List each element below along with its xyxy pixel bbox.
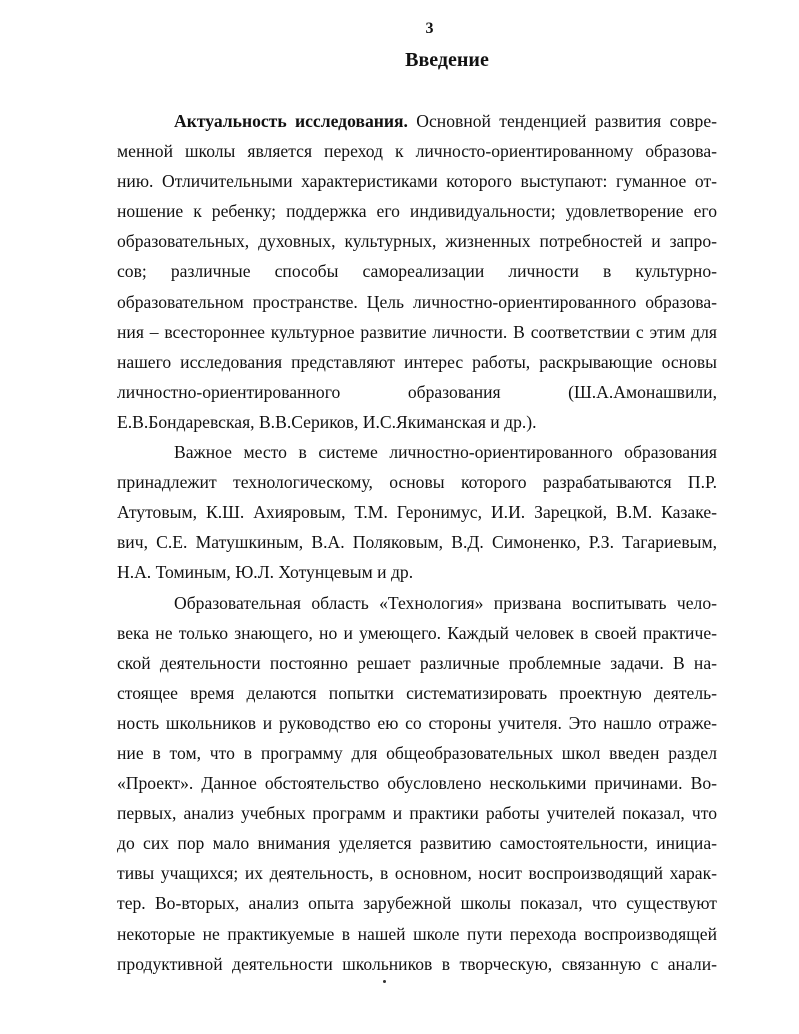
page-number: 3 — [425, 20, 434, 37]
text-line: ношение к ребенку; поддержка его индивидуальности; удовлетворение его — [117, 201, 717, 222]
text-line: ской деятельности постоянно решает различные проблемные задачи. В на- — [117, 652, 717, 673]
text-line: Н.А. Томиным, Ю.Л. Хотунцевым и др. — [117, 562, 414, 583]
text-span: Основной тенденцией развития совре- — [407, 111, 717, 131]
text-line: личностно-ориентированного образования (Ш.А.Амонашвили, — [117, 381, 717, 402]
text-line: тер. Во-вторых, анализ опыта зарубежной школы показал, что существуют — [117, 893, 717, 914]
text-line: вич, С.Е. Матушкиным, В.А. Поляковым, В.Д. Симоненко, Р.З. Тагариевым, — [117, 532, 717, 553]
text-line: «Проект». Данное обстоятельство обусловлено несколькими причинами. Во- — [117, 773, 717, 794]
page-heading: Введение — [405, 49, 489, 71]
text-line: Атутовым, К.Ш. Ахияровым, Т.М. Геронимус, И.И. Зарецкой, В.М. Казаке- — [117, 502, 717, 523]
text-line: века не только знающего, но и умеющего. Каждый человек в своей практиче- — [117, 622, 717, 643]
text-line: Важное место в системе личностно-ориентированного образования — [174, 442, 717, 463]
scan-speck — [383, 980, 386, 983]
text-line: продуктивной деятельности школьников в творческую, связанную с анали- — [117, 953, 717, 974]
text-line: тивы учащихся; их деятельность, в основном, носит воспроизводящий харак- — [117, 863, 717, 884]
text-line: нашего исследования представляют интерес работы, раскрывающие основы — [117, 351, 717, 372]
text-line: образовательных, духовных, культурных, жизненных потребностей и запро- — [117, 231, 717, 252]
text-line: стоящее время делаются попытки систематизировать проектную деятель- — [117, 682, 717, 703]
text-line: Е.В.Бондаревская, В.В.Сериков, И.С.Якиманская и др.). — [117, 411, 537, 432]
text-line: до сих пор мало внимания уделяется развитию самостоятельности, инициа- — [117, 833, 717, 854]
text-line: первых, анализ учебных программ и практики работы учителей показал, что — [117, 803, 717, 824]
text-line — [117, 106, 717, 136]
text-line: принадлежит технологическому, основы которого разрабатываются П.Р. — [117, 472, 717, 493]
text-line: ние в том, что в программу для общеобразовательных школ введен раздел — [117, 742, 717, 763]
body-text — [117, 106, 717, 979]
text-line: менной школы является переход к личносто-ориентированному образова- — [117, 141, 717, 162]
text-line: ность школьников и руководство ею со стороны учителя. Это нашло отраже- — [117, 712, 717, 733]
text-line: ния – всестороннее культурное развитие личности. В соответствии с этим для — [117, 321, 717, 342]
text-line: образовательном пространстве. Цель личностно-ориентированного образова- — [117, 291, 717, 312]
text-line: некоторые не практикуемые в нашей школе пути перехода воспроизводящей — [117, 923, 717, 944]
paragraph-lead: Актуальность исследования. — [174, 111, 408, 131]
text-line: нию. Отличительными характеристиками которого выступают: гуманное от- — [117, 171, 717, 192]
text-line: сов; различные способы самореализации личности в культурно- — [117, 261, 717, 282]
text-line: Образовательная область «Технология» призвана воспитывать чело- — [174, 592, 717, 613]
